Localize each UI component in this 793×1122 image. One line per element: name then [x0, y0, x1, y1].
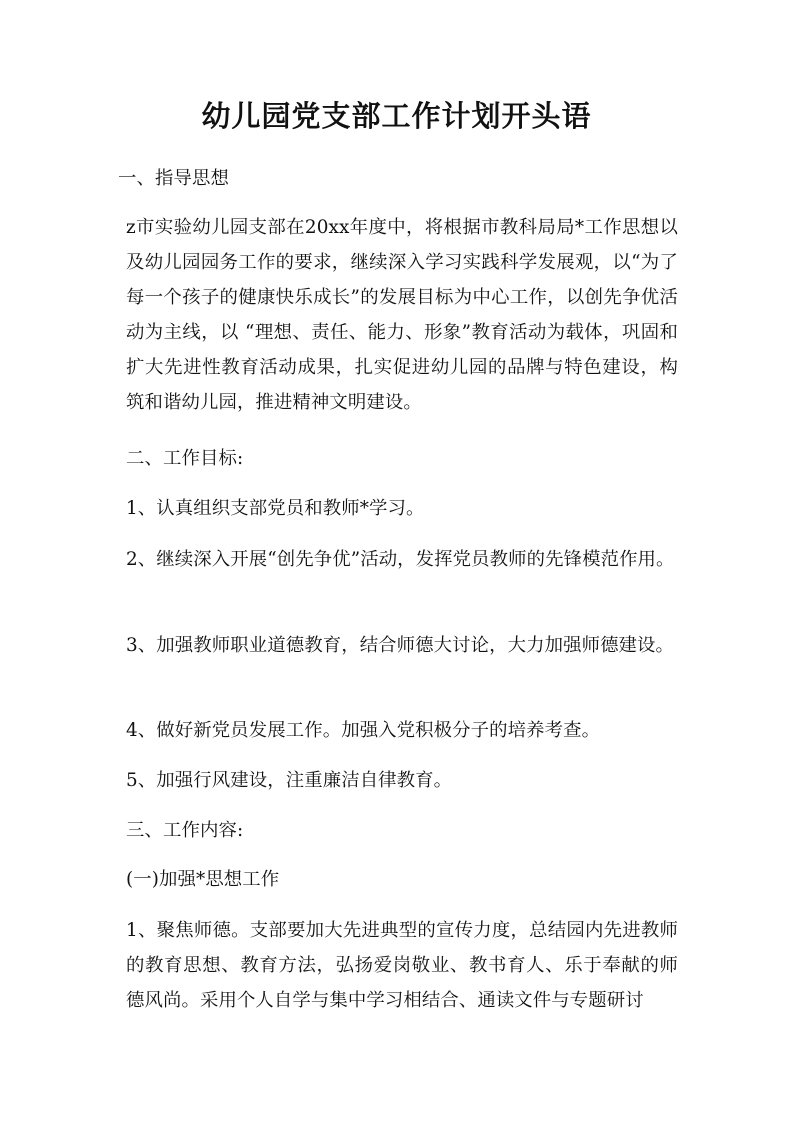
heading-work-content: 三、工作内容: — [126, 820, 244, 841]
goal-item-5: 5、加强行风建设，注重廉洁自律教育。 — [126, 770, 453, 791]
document-title: 幼儿园党支部工作计划开头语 — [201, 99, 592, 133]
subheading-strengthen-thought-work: (一)加强*思想工作 — [126, 869, 280, 890]
content-item-1: 1、聚焦师德。支部要加大先进典型的宣传力度，总结园内先进教师的教育思想、教育方法，弘扬爱岗敬业、教书育人、乐于奉献的师德风尚。采用个人自学与集中学习相结合、通读文件与专题研讨 — [126, 920, 678, 1011]
goal-item-2: 2、继续深入开展“创先争优”活动，发挥党员教师的先锋模范作用。 — [126, 549, 675, 570]
goal-item-1: 1、认真组织支部党员和教师*学习。 — [126, 498, 425, 519]
goal-item-4: 4、做好新党员发展工作。加强入党积极分子的培养考查。 — [126, 720, 601, 741]
goal-item-3: 3、加强教师职业道德教育，结合师德大讨论，大力加强师德建设。 — [126, 635, 675, 656]
heading-work-goals: 二、工作目标: — [126, 448, 244, 469]
heading-guiding-ideology: 一、指导思想 — [118, 168, 229, 189]
paragraph-guiding-ideology: z市实验幼儿园支部在20xx年度中，将根据市教科局局*工作思想以及幼儿园园务工作的要求，继续深入学习实践科学发展观，以“为了每一个孩子的健康快乐成长”的发展目标为中心工作，以创先争优活动为主线，以 “理想、责任、能力、形象”教育活动为载体，巩固和扩大先进性教育活动成果，扎实促进幼儿园的品牌与特色建设，构筑和谐幼儿园，推进精神文明建设。 — [126, 217, 678, 413]
